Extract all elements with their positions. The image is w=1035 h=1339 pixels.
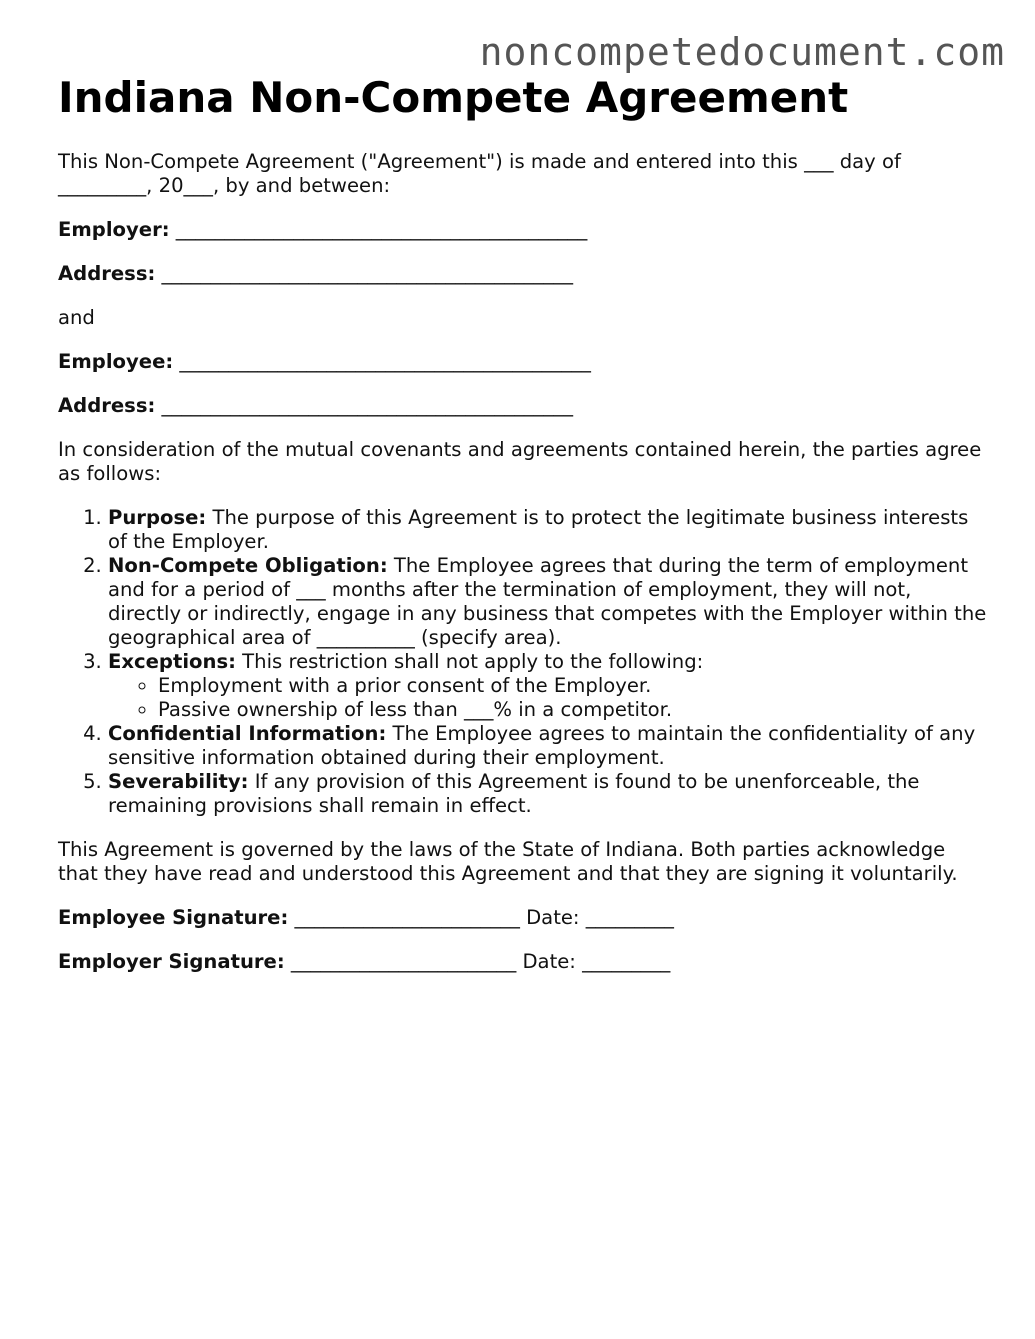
intro-line-2: _________, 20___, by and between: [58,174,391,197]
clause-heading: Exceptions: [108,650,236,673]
clause-heading: Purpose: [108,506,207,529]
employer-label: Employer: [58,218,170,241]
clause-exceptions [108,650,988,722]
employee-signature-line: _______________________ Date: _________ [288,906,674,929]
employer-address-field [58,262,988,286]
clause-text: If any provision of this Agreement is found to be unenforceable, the remaining provisions shall remain in effect. [108,770,920,817]
document-page [58,72,988,994]
employee-label: Employee: [58,350,174,373]
employer-signature-field [58,950,988,974]
intro-line-1: This Non-Compete Agreement ("Agreement") is made and entered into this ___ day of [58,150,901,173]
employer-field [58,218,988,242]
clause-text: This restriction shall not apply to the following: [235,650,704,673]
clause-heading: Confidential Information: [108,722,387,745]
exception-item: ◦ Passive ownership of less than ___% in a competitor. [158,698,988,722]
clause-text: The purpose of this Agreement is to protect the legitimate business interests of the Employer. [108,506,969,553]
clause-text: The Employee agrees to maintain the confidentiality of any sensitive information obtained during their employment. [108,722,976,769]
employee-signature-field [58,906,988,930]
intro-paragraph [58,150,988,198]
employer-signature-label: Employer Signature: [58,950,285,973]
clause-text: The Employee agrees that during the term of employment and for a period of ___ months after the termination of employment, they will not, directly or indirectly, engage in any business that competes with the Employer within the geographical area of __________ (specify area). [108,554,987,649]
clause-purpose [108,506,988,554]
clause-severability [108,770,988,818]
document-title: Indiana Non-Compete Agreement [58,73,849,122]
exception-item: ◦ Employment with a prior consent of the Employer. [158,674,988,698]
employer-blank: __________________________________________ [169,218,588,241]
exceptions-list [108,674,988,722]
clauses-list [58,506,988,818]
clause-heading: Non-Compete Obligation: [108,554,388,577]
employer-address-blank: __________________________________________ [155,262,574,285]
employee-signature-label: Employee Signature: [58,906,289,929]
employee-address-blank: __________________________________________ [155,394,574,417]
employer-signature-line: _______________________ Date: _________ [284,950,671,973]
and-text: and [58,306,95,329]
clause-heading: Severability: [108,770,249,793]
clause-non-compete [108,554,988,650]
clause-confidential [108,722,988,770]
employee-blank: __________________________________________ [173,350,591,373]
employer-address-label: Address: [58,262,156,285]
governing-paragraph: This Agreement is governed by the laws of the State of Indiana. Both parties acknowledge that they have read and understood this Agreement and that they are signing it voluntarily. [58,838,958,885]
employee-field [58,350,988,374]
site-watermark: noncompetedocument.com [479,30,1005,74]
employee-address-label: Address: [58,394,156,417]
employee-address-field [58,394,988,418]
consideration-paragraph: In consideration of the mutual covenants and agreements contained herein, the parties agree as follows: [58,438,982,485]
